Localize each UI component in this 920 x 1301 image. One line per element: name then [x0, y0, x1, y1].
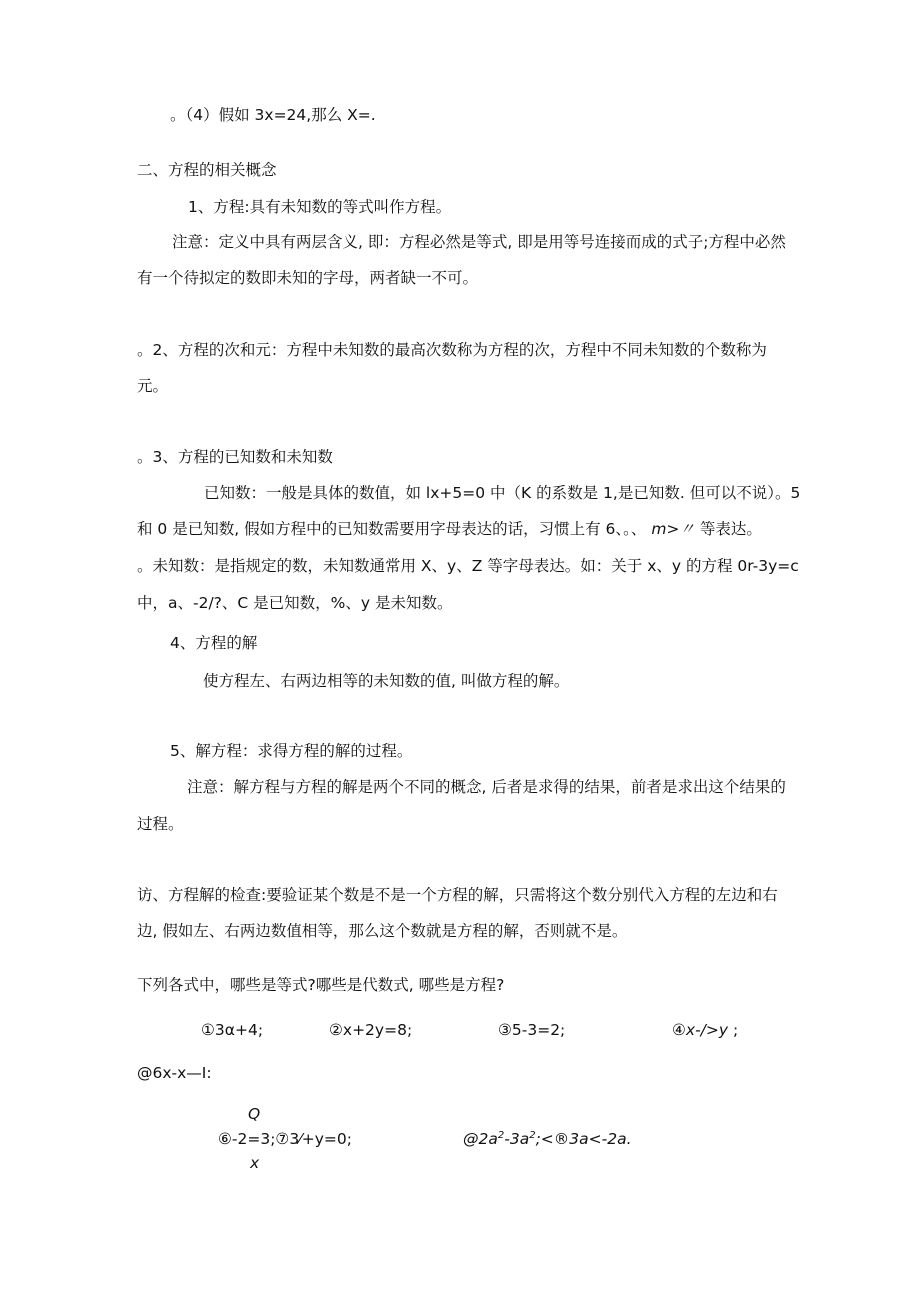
exercise-item-1: ①3α+4; [201, 1021, 264, 1039]
item-8-part-b: -3a [504, 1130, 530, 1148]
check-solution-line-2: 边, 假如左、右两边数值相等，那么这个数就是方程的解，否则就不是。 [137, 922, 628, 940]
known-number-symbol: m>〃 [651, 520, 695, 538]
known-number-line-2 [137, 519, 762, 539]
unknown-number-line-2: 中，a、-2/?、C 是已知数，%、y 是未知数。 [137, 594, 453, 612]
definition-2-line-2: 元。 [137, 377, 169, 395]
unknown-number-line-1: 。未知数：是指规定的数，未知数通常用 X、y、Z 等字母表达。如：关于 x、y 的方程 0r-3y=c [137, 557, 799, 575]
exercise-item-4-end: ; [732, 1021, 739, 1039]
note-1-line-1: 注意：定义中具有两层含义, 即：方程必然是等式, 即是用等号连接而成的式子;方程中必然 [172, 233, 786, 251]
known-number-line-1: 已知数：一般是具体的数值，如 lx+5=0 中（K 的系数是 1,是已知数. 但可以不说）。5 [204, 484, 801, 502]
note-1-line-2: 有一个待拟定的数即未知的字母，两者缺一不可。 [137, 269, 479, 287]
known-number-text: 和 0 是已知数, 假如方程中的已知数需要用字母表达的话，习惯上有 6、。、 [137, 520, 647, 538]
exercise-question: 下列各式中，哪些是等式?哪些是代数式, 哪些是方程? [137, 976, 505, 994]
exercise-item-8-9 [463, 1129, 632, 1149]
known-number-text-end: 等表达。 [699, 520, 762, 538]
exercise-item-4-expr: ④x-/>y [672, 1021, 729, 1039]
note-2-line-2: 过程。 [137, 815, 184, 833]
section-heading: 二、方程的相关概念 [137, 161, 277, 179]
exercise-item-2: ②x+2y=8; [329, 1021, 413, 1039]
item-8-part-a: @2a [463, 1130, 498, 1148]
item-8-part-c: ;<®3a<-2a. [535, 1130, 632, 1148]
problem-4-text: 。（4）假如 3x=24,那么 X=. [170, 106, 376, 124]
item-8-exponent-1: 2 [497, 1129, 505, 1141]
fraction-numerator: Q [248, 1105, 261, 1123]
check-solution-line-1: 访、方程解的检查:要验证某个数是不是一个方程的解，只需将这个数分别代入方程的左边和右 [137, 886, 778, 904]
exercise-item-3: ③5-3=2; [498, 1021, 566, 1039]
fraction-denominator: x [250, 1154, 260, 1172]
definition-1: 1、方程:具有未知数的等式叫作方程。 [188, 198, 452, 216]
note-2-line-1: 注意：解方程与方程的解是两个不同的概念, 后者是求得的结果，前者是求出这个结果的 [187, 778, 786, 796]
definition-4-text: 使方程左、右两边相等的未知数的值, 叫做方程的解。 [203, 672, 570, 690]
exercise-item-4 [672, 1020, 738, 1040]
exercise-item-5: @6x-x—I: [137, 1064, 212, 1082]
item-8-exponent-2: 2 [529, 1129, 536, 1141]
exercise-item-6-7: ⑥-2=3;⑦3⁄+y=0; [218, 1130, 352, 1148]
definition-2-line-1: 。2、方程的次和元：方程中未知数的最高次数称为方程的次，方程中不同未知数的个数称为 [137, 341, 767, 359]
definition-3-heading: 。3、方程的已知数和未知数 [137, 448, 333, 466]
definition-4-heading: 4、方程的解 [170, 634, 258, 652]
definition-5: 5、解方程：求得方程的解的过程。 [170, 742, 413, 760]
